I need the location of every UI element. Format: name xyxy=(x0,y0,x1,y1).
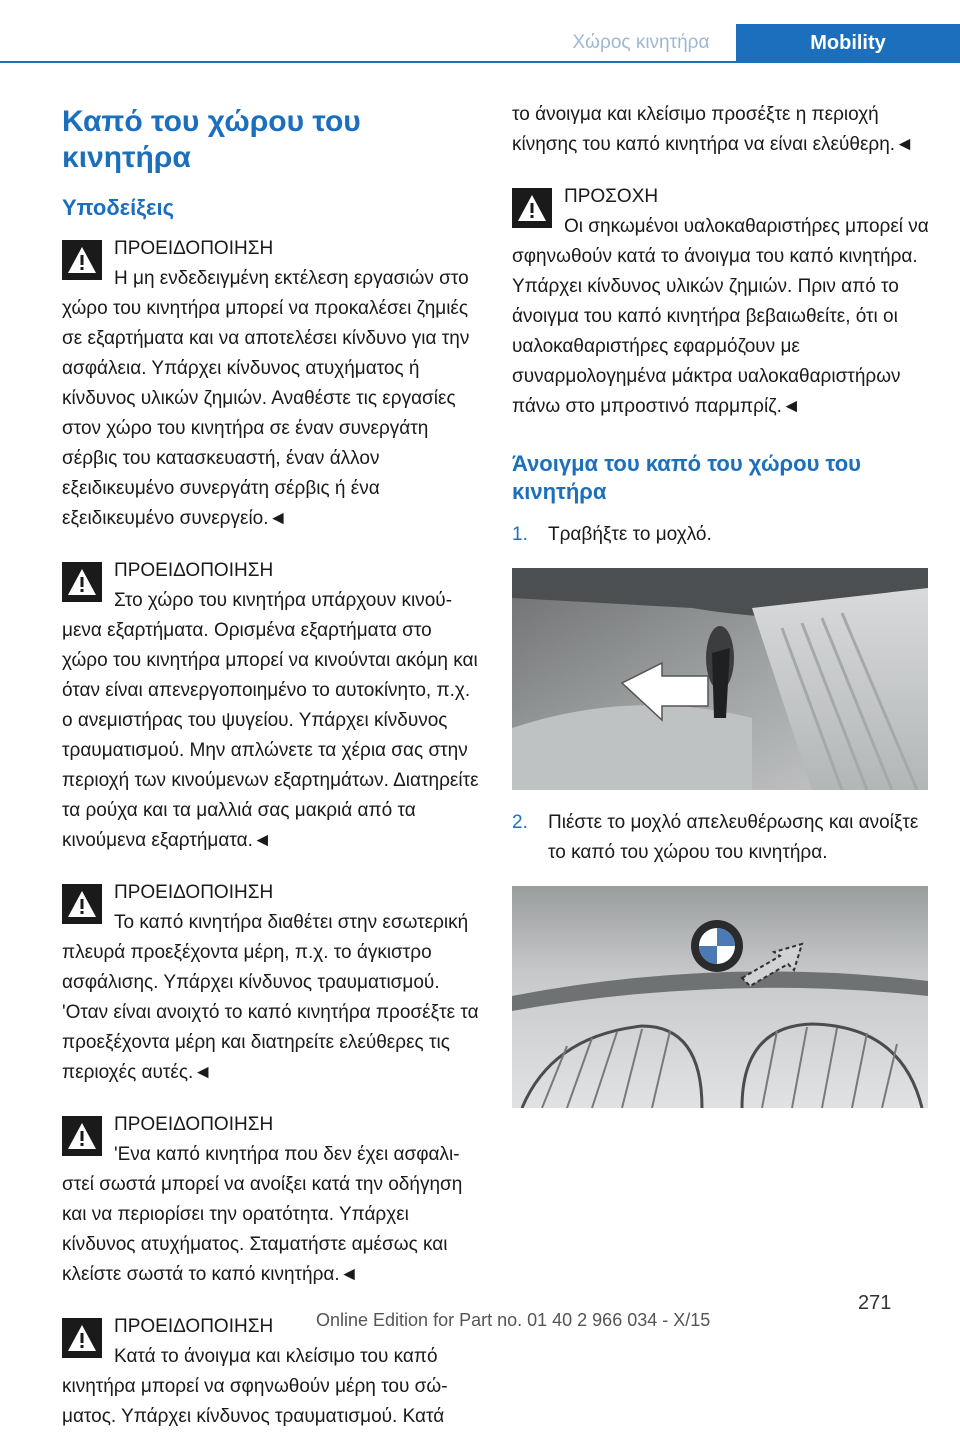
warning-text: Κατά το άνοιγμα και κλείσιμο του καπό κινητήρα μπορεί να σφηνωθούν μέρη του σώματος. Υπάρχει κίνδυνος τραυματισμού. Κατά xyxy=(62,1346,448,1427)
warning-heading: ΠΡΟΕΙΔΟΠΟΙΗΣΗ xyxy=(114,1114,274,1135)
step-number: 2. xyxy=(512,812,528,833)
lever-photo xyxy=(512,568,928,790)
warning-text: Το καπό κινητήρα διαθέτει στην εσωτερική πλευρά προεξέχοντα μέρη, π.χ. το άγκιστρο ασφάλισης. Υπάρχει κίνδυνος τραυματισμού. 'Οταν είναι ανοιχτό το καπό κινητήρα προσέξτε τα προεξέχοντα μέρη και διατηρείτε ελεύθερες τις περιοχές αυτές.◄ xyxy=(62,912,479,1083)
caution-block xyxy=(512,182,930,422)
warning-block xyxy=(62,556,480,856)
warning-text: Στο χώρο του κινητήρα υπάρχουν κινούμενα εξαρτήματα. Ορισμένα εξαρτήματα στο χώρο του κινητήρα μπορεί να κινούνται ακόμη και όταν είναι απενεργοποιημένο το αυτοκίνητο, π.χ. ο ανεμιστήρας του ψυγείου. Υπάρχει κίνδυνος τραυματισμού. Μην απλώνετε τα χέρια σας στην περιοχή των κινούμενων εξαρτημάτων. Διατηρείτε τα ρούχα και τα μαλλιά σας μακριά από τα κινούμενα εξαρτήματα.◄ xyxy=(62,590,479,851)
caution-heading: ΠΡΟΣΟΧΗ xyxy=(564,186,659,207)
subtitle-notes: Υποδείξεις xyxy=(62,195,175,220)
step-text: Τραβήξτε το μοχλό. xyxy=(548,524,712,545)
warning-triangle-icon xyxy=(62,884,102,924)
step-text: Πιέστε το μοχλό απελευθέρωσης και ανοίξτε το καπό του χώρου του κινητήρα. xyxy=(548,812,919,863)
warning-triangle-icon xyxy=(62,1116,102,1156)
warning-block xyxy=(62,234,480,534)
warning-heading: ΠΡΟΕΙΔΟΠΟΙΗΣΗ xyxy=(114,882,274,903)
warning-triangle-icon xyxy=(62,240,102,280)
warning-heading: ΠΡΟΕΙΔΟΠΟΙΗΣΗ xyxy=(114,238,274,259)
page-number: 271 xyxy=(858,1292,892,1314)
warning-text: Η μη ενδεδειγμένη εκτέλεση εργασιών στο χώρο του κινητήρα μπορεί να προκαλέσει ζημιές σε εξαρτήματα και να αποτελέσει κίνδυνο για την ασφάλεια. Υπάρχει κίνδυνος ατυχήματος ή κίνδυνος υλικών ζημιών. Αναθέστε τις εργασίες στον χώρο του κινητήρα σε έναν συνεργάτη σέρβις του κατασκευαστή, έναν άλλον εξειδικευμένο συνεργάτη σέρβις ή ένα εξειδικευμένο συνεργείο.◄ xyxy=(62,268,470,529)
step-item xyxy=(512,808,930,868)
hood-photo xyxy=(512,886,928,1108)
step-item xyxy=(512,520,930,550)
warning-triangle-icon xyxy=(512,188,552,228)
left-column xyxy=(62,100,480,1454)
warning-heading: ΠΡΟΕΙΔΟΠΟΙΗΣΗ xyxy=(114,1316,274,1337)
warning-block xyxy=(62,878,480,1088)
header-chapter-tab: Mobility xyxy=(736,24,960,62)
warning-heading: ΠΡΟΕΙΔΟΠΟΙΗΣΗ xyxy=(114,560,274,581)
right-column xyxy=(512,100,930,1126)
continued-text: το άνοιγμα και κλείσιμο προσέξτε η περιοχή κίνησης του καπό κινητήρα να είναι ελεύθερη.◄ xyxy=(512,104,914,155)
page-title: Καπό του χώρου του κινητήρα xyxy=(62,105,361,174)
footer-edition: Online Edition for Part no. 01 40 2 966 034 - X/15 xyxy=(316,1310,711,1330)
page-header xyxy=(0,24,960,62)
warning-block xyxy=(62,1110,480,1290)
warning-text: 'Ενα καπό κινητήρα που δεν έχει ασφαλιστεί σωστά μπορεί να ανοίξει κατά την οδήγηση και να περιορίσει την ορατότητα. Υπάρχει κίνδυνος ατυχήματος. Σταματήστε αμέσως και κλείστε σωστά το καπό κινητήρα.◄ xyxy=(62,1144,463,1285)
warning-triangle-icon xyxy=(62,562,102,602)
warning-triangle-icon xyxy=(62,1318,102,1358)
step-number: 1. xyxy=(512,524,528,545)
caution-text: Οι σηκωμένοι υαλοκαθαριστήρες μπορεί να σφηνωθούν κατά το άνοιγμα του καπό κινητήρα. Υπάρχει κίνδυνος υλικών ζημιών. Πριν από το άνοιγμα του καπό κινητήρα βεβαιωθείτε, ότι οι υαλοκαθαριστήρες εφαρμόζουν με συναρμολογημένα μάκτρα υαλοκαθαριστήρων πάνω στο μπροστινό παρμπρίζ.◄ xyxy=(512,216,929,417)
header-rule xyxy=(0,61,960,63)
section-title-opening: Άνοιγμα του καπό του χώρου του κινητήρα xyxy=(512,451,861,504)
header-section-label: Χώρος κινητήρα xyxy=(572,32,710,53)
